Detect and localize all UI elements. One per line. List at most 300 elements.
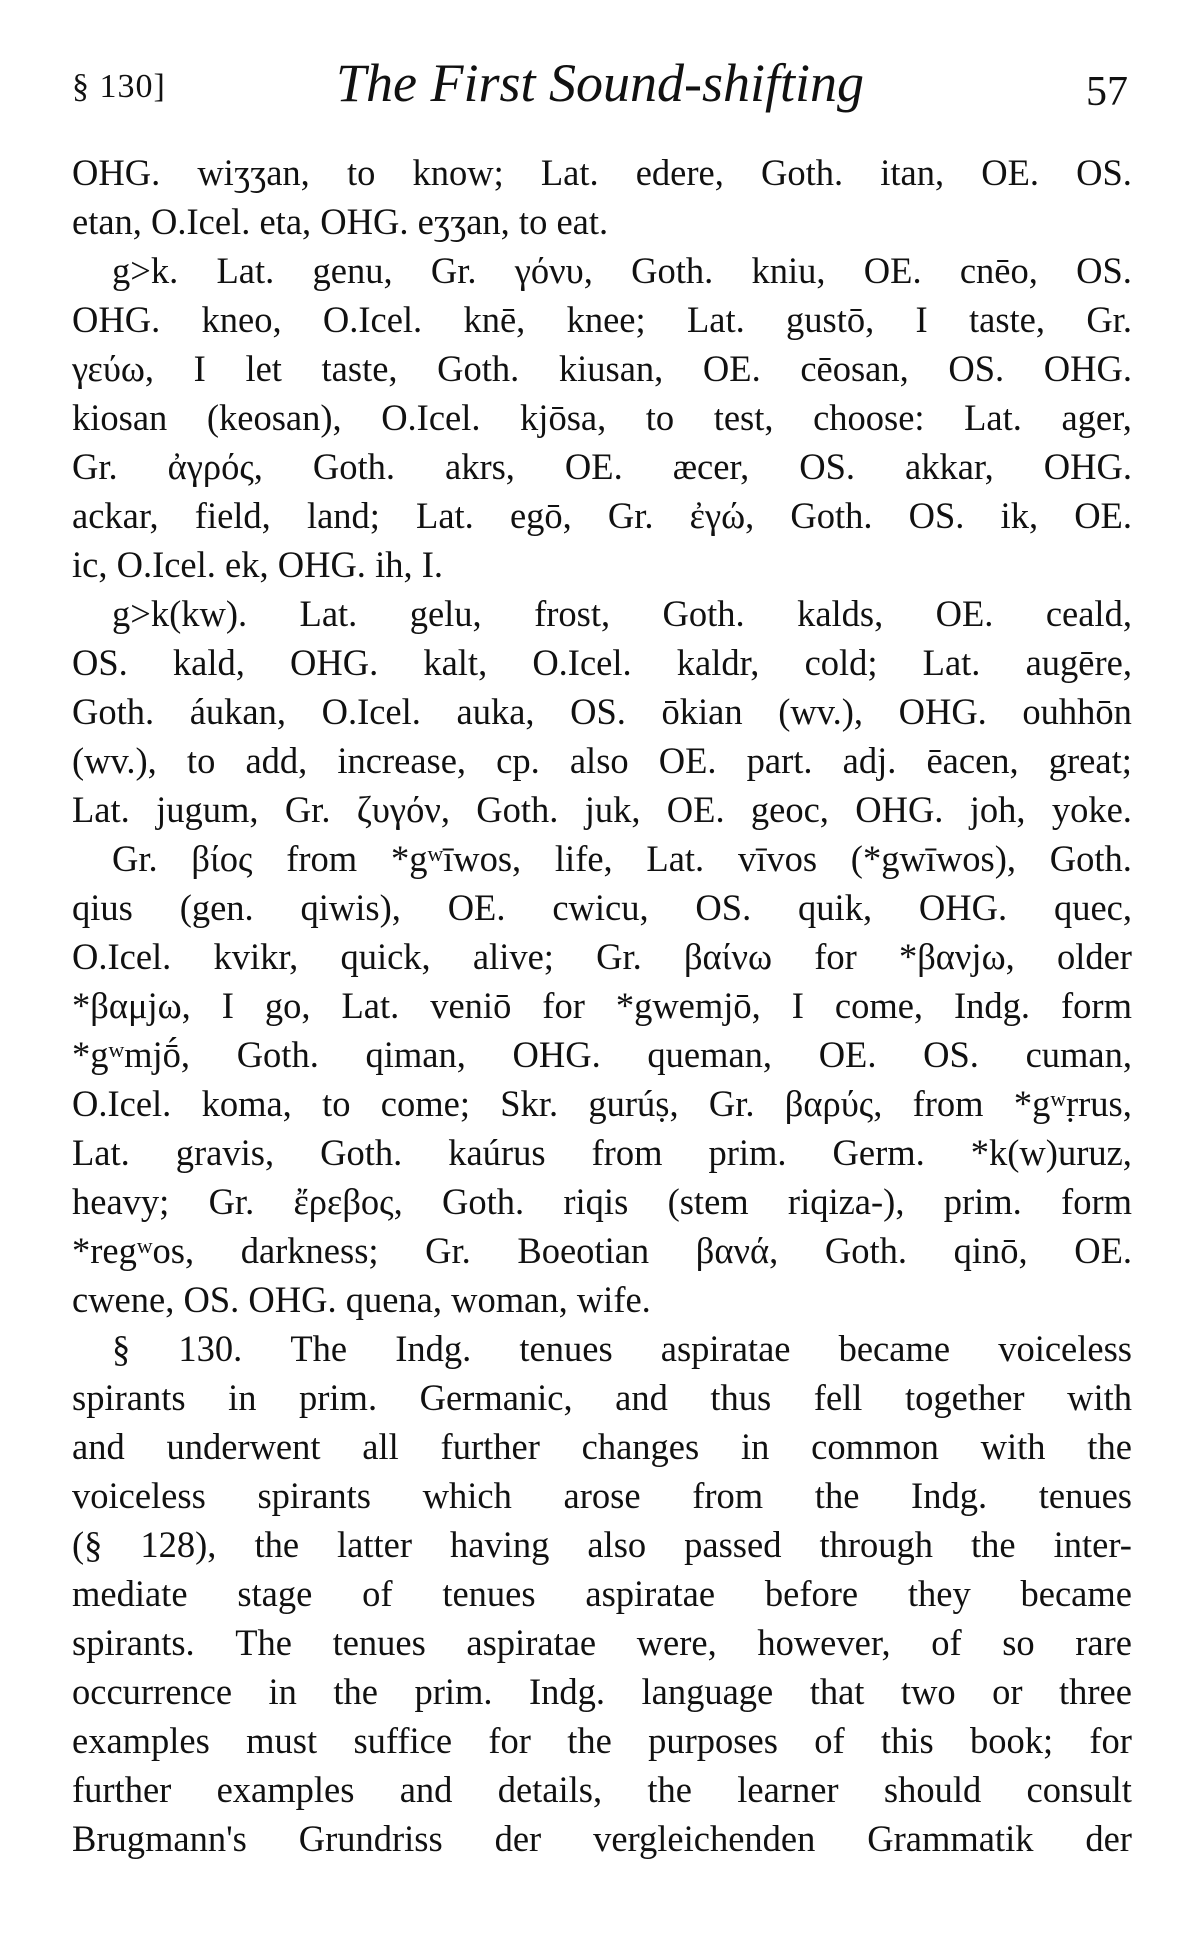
word: ἀγρός, xyxy=(167,446,263,487)
word: together xyxy=(904,1377,1025,1418)
text-line xyxy=(72,1765,1132,1814)
word: OHG. xyxy=(1043,446,1132,487)
word: Gr. xyxy=(708,1083,755,1124)
word: to xyxy=(186,740,216,781)
word: form xyxy=(1061,985,1132,1026)
word: this xyxy=(880,1720,934,1761)
word: (wv.), xyxy=(778,691,864,732)
word: vīvos xyxy=(737,838,818,879)
word: OS. xyxy=(72,642,128,683)
word: 128), xyxy=(140,1524,217,1565)
text-line xyxy=(72,295,1132,344)
word: consult xyxy=(1026,1769,1132,1810)
word: Lat. xyxy=(72,789,130,830)
word: which xyxy=(422,1475,512,1516)
word: koma, xyxy=(201,1083,292,1124)
word: O.Icel. xyxy=(116,544,226,585)
word: *gʷīwos, xyxy=(390,838,522,879)
word: frost, xyxy=(534,593,611,634)
word: qius xyxy=(72,887,133,928)
word: kald, xyxy=(172,642,245,683)
word: also xyxy=(569,740,629,781)
word: quik, xyxy=(798,887,873,928)
word: OE. xyxy=(564,446,623,487)
word: akrs, xyxy=(445,446,515,487)
word: OE. xyxy=(863,250,922,291)
text-line xyxy=(72,736,1132,785)
word: further xyxy=(72,1769,172,1810)
word: Goth. xyxy=(662,593,745,634)
text-line xyxy=(72,932,1132,981)
text-line xyxy=(72,1667,1132,1716)
word: arose xyxy=(563,1475,641,1516)
word: kaldr, xyxy=(676,642,760,683)
word: Goth. xyxy=(320,1132,403,1173)
word: ἐγώ, xyxy=(689,495,755,536)
word: spirants. xyxy=(72,1622,195,1663)
word: OHG. xyxy=(855,789,944,830)
word: knē, xyxy=(463,299,526,340)
word: itan, xyxy=(880,152,945,193)
word: augēre, xyxy=(1025,642,1132,683)
word: examples xyxy=(216,1769,355,1810)
word: form xyxy=(1061,1181,1132,1222)
word: (§ xyxy=(72,1524,103,1565)
word: became xyxy=(838,1328,951,1369)
word: woman, xyxy=(451,1279,577,1320)
word: cuman, xyxy=(1025,1034,1132,1075)
word: cnēo, xyxy=(959,250,1038,291)
word: OE. xyxy=(702,348,761,389)
word: juk, xyxy=(584,789,641,830)
word: joh, xyxy=(969,789,1026,830)
word: older xyxy=(1056,936,1132,977)
page-number: 57 xyxy=(1086,69,1128,115)
word: OS. xyxy=(923,1034,979,1075)
word: Goth. xyxy=(442,1181,525,1222)
word: tenues xyxy=(442,1573,536,1614)
word: and xyxy=(72,1426,125,1467)
word: eta, xyxy=(259,201,321,242)
text-line xyxy=(72,589,1132,638)
word: Gr. xyxy=(430,250,477,291)
word: gravis, xyxy=(175,1132,275,1173)
word: ouhhōn xyxy=(1022,691,1132,732)
word: alive; xyxy=(472,936,554,977)
word: βίος xyxy=(191,838,253,879)
word: three xyxy=(1059,1671,1132,1712)
word: underwent xyxy=(166,1426,321,1467)
text-line xyxy=(72,1373,1132,1422)
word: so xyxy=(1002,1622,1035,1663)
word: they xyxy=(907,1573,971,1614)
word: prim. xyxy=(299,1377,378,1418)
word: qinō, xyxy=(953,1230,1028,1271)
word: Goth. xyxy=(312,446,396,487)
word: ἔρεβος, xyxy=(293,1181,403,1222)
word: O.Icel. xyxy=(151,201,260,242)
word: γεύω, xyxy=(72,348,155,389)
word: ic, xyxy=(72,544,117,585)
word: βανά, xyxy=(695,1230,779,1271)
word: the xyxy=(567,1720,612,1761)
word: kneo, xyxy=(201,299,282,340)
word: with xyxy=(1067,1377,1132,1418)
word: Lat. xyxy=(341,985,400,1026)
word: OS. xyxy=(570,691,626,732)
word: *regʷos, xyxy=(72,1230,195,1271)
word: were, xyxy=(636,1622,717,1663)
word: book; xyxy=(969,1720,1054,1761)
word: before xyxy=(764,1573,859,1614)
word: OHG. xyxy=(277,544,376,585)
word: passed xyxy=(684,1524,782,1565)
word: from xyxy=(286,838,358,879)
word: æcer, xyxy=(672,446,750,487)
word: the xyxy=(647,1769,692,1810)
word: for xyxy=(542,985,585,1026)
word: increase, xyxy=(337,740,467,781)
word: through xyxy=(819,1524,934,1565)
word: life, xyxy=(554,838,613,879)
word: OE. xyxy=(818,1034,877,1075)
word: the xyxy=(254,1524,300,1565)
word: jugum, xyxy=(156,789,259,830)
word: test, xyxy=(713,397,774,438)
word: land; xyxy=(306,495,380,536)
text-line xyxy=(72,1177,1132,1226)
word: darkness; xyxy=(240,1230,379,1271)
section-reference: § 130] xyxy=(72,68,166,105)
word: must xyxy=(246,1720,318,1761)
word: O.Icel. xyxy=(532,642,632,683)
word: ackar, xyxy=(72,495,159,536)
word: Lat. xyxy=(216,250,275,291)
text-line xyxy=(72,1422,1132,1471)
text-line xyxy=(72,393,1132,442)
text-line xyxy=(72,1030,1132,1079)
word: Lat. xyxy=(922,642,981,683)
word: veniō xyxy=(430,985,512,1026)
word: aspiratae xyxy=(585,1573,716,1614)
word: to xyxy=(645,397,675,438)
word: *βαμjω, xyxy=(72,985,191,1026)
word: I xyxy=(221,985,234,1026)
word: aspiratae xyxy=(466,1622,597,1663)
word: OHG. xyxy=(72,299,161,340)
word: γόνυ, xyxy=(514,250,593,291)
word: riqis xyxy=(563,1181,629,1222)
word: of xyxy=(362,1573,393,1614)
running-header xyxy=(72,40,1128,120)
word: βαίνω xyxy=(683,936,773,977)
word: Lat. xyxy=(540,152,599,193)
word: Lat. xyxy=(416,495,474,536)
word: purposes xyxy=(648,1720,778,1761)
text-line xyxy=(72,785,1132,834)
word: Skr. xyxy=(500,1083,559,1124)
word: OE. xyxy=(658,740,717,781)
word: Gr. xyxy=(1086,299,1132,340)
word: gurúṣ, xyxy=(588,1083,679,1124)
text-line xyxy=(72,1471,1132,1520)
word: Goth. xyxy=(824,1230,907,1271)
word: akkar, xyxy=(905,446,994,487)
word: OS. xyxy=(948,348,1005,389)
word: cold; xyxy=(804,642,878,683)
word: taste, xyxy=(969,299,1046,340)
word: from xyxy=(591,1132,663,1173)
word: come, xyxy=(834,985,924,1026)
word: ih, xyxy=(375,544,422,585)
text-line xyxy=(72,442,1132,491)
word: qiwis), xyxy=(300,887,401,928)
text-line xyxy=(72,197,1132,246)
word: Indg. xyxy=(529,1671,606,1712)
word: for xyxy=(814,936,857,977)
word: Gr. xyxy=(425,1230,471,1271)
word: *βανjω, xyxy=(898,936,1015,977)
word: Goth. xyxy=(1049,838,1132,879)
word: OS. xyxy=(1076,152,1132,193)
word: two xyxy=(900,1671,956,1712)
word: (*gwīwos), xyxy=(850,838,1017,879)
running-title: The First Sound-shifting xyxy=(335,53,865,113)
word: OE. xyxy=(1074,1230,1132,1271)
text-line xyxy=(72,491,1132,540)
word: quec, xyxy=(1053,887,1132,928)
word: Grammatik xyxy=(867,1818,1034,1859)
word: or xyxy=(992,1671,1023,1712)
word: 130. xyxy=(178,1328,243,1369)
word: OS. xyxy=(799,446,856,487)
word: in xyxy=(268,1671,297,1712)
word: kiusan, xyxy=(558,348,664,389)
word: became xyxy=(1020,1573,1132,1614)
word: (wv.), xyxy=(72,740,157,781)
word: spirants xyxy=(72,1377,186,1418)
word: kalt, xyxy=(423,642,488,683)
word: fell xyxy=(813,1377,863,1418)
text-line xyxy=(72,687,1132,736)
word: tenues xyxy=(1038,1475,1132,1516)
word: OS. xyxy=(695,887,752,928)
word: qiman, xyxy=(365,1034,466,1075)
text-line xyxy=(72,148,1132,197)
text-line xyxy=(72,638,1132,687)
word: having xyxy=(450,1524,550,1565)
word: genu, xyxy=(312,250,393,291)
word: go, xyxy=(264,985,311,1026)
word: OE. xyxy=(1074,495,1132,536)
word: ōkian xyxy=(661,691,743,732)
word: prim. xyxy=(414,1671,493,1712)
word: OHG. xyxy=(290,642,379,683)
word: taste, xyxy=(321,348,398,389)
word: *gʷmjṓ, xyxy=(72,1034,191,1075)
word: kjōsa, xyxy=(520,397,607,438)
text-line xyxy=(72,1275,1132,1324)
word: OHG. xyxy=(320,201,418,242)
word: cp. xyxy=(496,740,540,781)
text-line xyxy=(72,981,1132,1030)
text-line xyxy=(72,834,1132,883)
word: Goth. xyxy=(236,1034,319,1075)
word: yoke. xyxy=(1051,789,1132,830)
word: der xyxy=(1085,1818,1132,1859)
word: O.Icel. xyxy=(322,299,423,340)
text-line xyxy=(72,1128,1132,1177)
word: with xyxy=(980,1426,1046,1467)
text-line xyxy=(72,1716,1132,1765)
word: OE. xyxy=(981,152,1040,193)
text-line xyxy=(72,1079,1132,1128)
word: latter xyxy=(337,1524,413,1565)
word: however, xyxy=(757,1622,891,1663)
word: add, xyxy=(245,740,308,781)
word: to xyxy=(518,201,557,242)
word: Lat. xyxy=(646,838,705,879)
word: Gr. xyxy=(284,789,331,830)
word: learner xyxy=(737,1769,839,1810)
word: I xyxy=(915,299,928,340)
word: ceald, xyxy=(1045,593,1132,634)
word: g>k(kw). xyxy=(112,593,248,634)
word: voiceless xyxy=(998,1328,1132,1369)
word: prim. xyxy=(943,1181,1022,1222)
word: Gr. xyxy=(208,1181,255,1222)
word: all xyxy=(362,1426,399,1467)
word: Lat. xyxy=(686,299,745,340)
word: OHG. xyxy=(898,691,987,732)
word: prim. xyxy=(708,1132,787,1173)
word: stage xyxy=(237,1573,313,1614)
word: OHG. xyxy=(72,152,161,193)
word: kiosan xyxy=(72,397,168,438)
word: Gr. xyxy=(607,495,654,536)
text-line xyxy=(72,1324,1132,1373)
word: for xyxy=(488,1720,531,1761)
word: mediate xyxy=(72,1573,188,1614)
word: *gwemjō, xyxy=(615,985,761,1026)
word: kaúrus xyxy=(448,1132,546,1173)
word: adj. xyxy=(842,740,897,781)
word: Germ. xyxy=(832,1132,925,1173)
word: choose: xyxy=(813,397,925,438)
word: *k(w)uruz, xyxy=(970,1132,1132,1173)
word: the xyxy=(1087,1426,1132,1467)
word: ēacen, xyxy=(926,740,1019,781)
word: OS. xyxy=(908,495,965,536)
word: OE. xyxy=(666,789,725,830)
word: the xyxy=(971,1524,1016,1565)
word: quick, xyxy=(340,936,431,977)
word: OHG. xyxy=(1043,348,1132,389)
word: thus xyxy=(710,1377,772,1418)
word: § xyxy=(112,1328,131,1369)
word: tenues xyxy=(332,1622,426,1663)
word: gelu, xyxy=(409,593,482,634)
word: language xyxy=(641,1671,774,1712)
word: Gr. xyxy=(596,936,642,977)
word: OE. xyxy=(447,887,506,928)
word: etan, xyxy=(72,201,152,242)
word: cwicu, xyxy=(552,887,649,928)
text-line xyxy=(72,1226,1132,1275)
word: *gʷṛrus, xyxy=(1013,1083,1132,1124)
text-line xyxy=(72,540,1132,589)
word: Boeotian xyxy=(517,1230,650,1271)
word: geoc, xyxy=(750,789,829,830)
word: ager, xyxy=(1061,397,1132,438)
word: The xyxy=(235,1622,292,1663)
word: knee; xyxy=(566,299,646,340)
word: OHG. xyxy=(248,1279,346,1320)
word: áukan, xyxy=(189,691,286,732)
word: occurrence xyxy=(72,1671,233,1712)
text-line xyxy=(72,1569,1132,1618)
word: also xyxy=(587,1524,647,1565)
word: rare xyxy=(1075,1622,1132,1663)
word: Brugmann's xyxy=(72,1818,247,1859)
word: OHG. xyxy=(918,887,1008,928)
word: come; xyxy=(380,1083,470,1124)
word: inter- xyxy=(1053,1524,1132,1565)
word: to xyxy=(322,1083,351,1124)
word: the xyxy=(333,1671,378,1712)
word: Lat. xyxy=(964,397,1022,438)
text-line xyxy=(72,246,1132,295)
word: from xyxy=(912,1083,984,1124)
text-line xyxy=(72,344,1132,393)
word: cwene, xyxy=(72,1279,184,1320)
word: common xyxy=(811,1426,939,1467)
word: part. xyxy=(746,740,813,781)
word: and xyxy=(399,1769,453,1810)
word: of xyxy=(814,1720,845,1761)
word: field, xyxy=(194,495,271,536)
word: I xyxy=(193,348,206,389)
word: g>k. xyxy=(112,250,179,291)
word: eat. xyxy=(556,201,609,242)
word: riqiza-), xyxy=(787,1181,905,1222)
text-line xyxy=(72,1814,1132,1863)
word: Gr. xyxy=(72,446,118,487)
word: egō, xyxy=(509,495,572,536)
word: βαρύς, xyxy=(784,1083,883,1124)
word: (keosan), xyxy=(206,397,342,438)
word: tenues xyxy=(519,1328,613,1369)
word: Gr. xyxy=(112,838,158,879)
word: in xyxy=(228,1377,257,1418)
word: I xyxy=(791,985,804,1026)
word: quena, xyxy=(345,1279,452,1320)
word: of xyxy=(931,1622,962,1663)
word: wife. xyxy=(576,1279,651,1320)
word: that xyxy=(809,1671,865,1712)
word: know; xyxy=(412,152,504,193)
word: OS. xyxy=(1076,250,1132,291)
word: queman, xyxy=(647,1034,773,1075)
word: eʒʒan, xyxy=(417,201,519,242)
word: Goth. xyxy=(631,250,714,291)
word: Grundriss xyxy=(298,1818,443,1859)
word: Lat. xyxy=(72,1132,130,1173)
word: the xyxy=(814,1475,860,1516)
word: great; xyxy=(1048,740,1132,781)
page-body-text xyxy=(72,148,1132,1863)
word: ζυγόν, xyxy=(356,789,450,830)
